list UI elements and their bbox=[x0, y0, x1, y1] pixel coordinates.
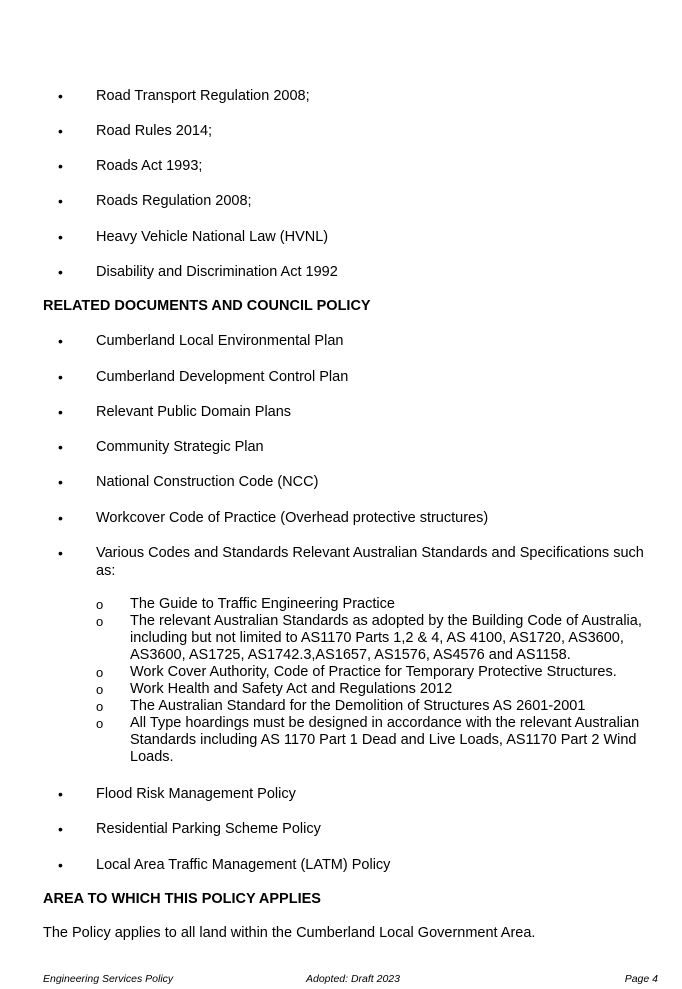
list-item bbox=[43, 438, 656, 456]
sublist-item-text: All Type hoardings must be designed in accordance with the relevant Australian Standards including AS 1170 Part 1 Dead and Live Loads, AS1170 Part 2 Wind Loads. bbox=[130, 715, 640, 765]
list-item bbox=[43, 403, 656, 421]
list-item bbox=[43, 87, 656, 105]
list-item-text: Roads Act 1993; bbox=[96, 158, 203, 174]
list-item-text: Local Area Traffic Management (LATM) Policy bbox=[96, 857, 391, 873]
bullet-marker: • bbox=[58, 193, 63, 209]
sublist-item bbox=[0, 698, 670, 715]
section-heading-related-documents: RELATED DOCUMENTS AND COUNCIL POLICY bbox=[43, 298, 371, 314]
list-item bbox=[43, 473, 656, 491]
bullet-marker: • bbox=[58, 158, 63, 174]
sub-bullet-marker: o bbox=[96, 665, 104, 680]
list-item bbox=[43, 157, 656, 175]
footer-page-number: Page 4 bbox=[624, 973, 658, 985]
list-item-text: Disability and Discrimination Act 1992 bbox=[96, 264, 338, 280]
footer-left: Engineering Services Policy bbox=[43, 973, 174, 985]
bullet-marker: • bbox=[58, 404, 63, 420]
list-item bbox=[43, 368, 656, 386]
list-item bbox=[43, 332, 656, 350]
list-item-text: Heavy Vehicle National Law (HVNL) bbox=[96, 229, 329, 245]
sublist-item bbox=[0, 715, 670, 766]
list-item bbox=[43, 785, 656, 803]
bullet-marker: • bbox=[58, 821, 63, 837]
footer-center: Adopted: Draft 2023 bbox=[306, 973, 400, 985]
sub-bullet-marker: o bbox=[96, 614, 104, 629]
list-item-text: Roads Regulation 2008; bbox=[96, 193, 252, 209]
list-item bbox=[43, 122, 656, 140]
list-item-text: Residential Parking Scheme Policy bbox=[96, 821, 321, 837]
list-item-text: Road Transport Regulation 2008; bbox=[96, 88, 310, 104]
list-item bbox=[43, 263, 656, 281]
list-item-text: Various Codes and Standards Relevant Australian Standards and Specifications such as: bbox=[96, 545, 644, 579]
bullet-marker: • bbox=[58, 474, 63, 490]
bullet-marker: • bbox=[58, 510, 63, 526]
list-item-text: Flood Risk Management Policy bbox=[96, 786, 296, 802]
bullet-marker: • bbox=[58, 123, 63, 139]
sublist-item bbox=[0, 596, 670, 613]
list-item bbox=[43, 192, 656, 210]
list-item bbox=[43, 228, 656, 246]
bullet-marker: • bbox=[58, 439, 63, 455]
sublist-item-text: The Australian Standard for the Demolition of Structures AS 2601-2001 bbox=[130, 698, 586, 714]
list-item bbox=[43, 856, 656, 874]
sub-bullet-marker: o bbox=[96, 597, 104, 612]
sublist-item-text: Work Health and Safety Act and Regulations 2012 bbox=[130, 681, 453, 697]
sub-bullet-marker: o bbox=[96, 682, 104, 697]
list-item-text: Road Rules 2014; bbox=[96, 123, 213, 139]
sublist-item bbox=[0, 681, 670, 698]
sub-bullet-marker: o bbox=[96, 716, 104, 731]
sublist-item-text: The relevant Australian Standards as adopted by the Building Code of Australia, including but not limited to AS1170 Parts 1,2 & 4, AS 4100, AS1720, AS3600, AS3600, AS1725, AS1742.3,AS1657, AS1576, AS4576 and AS1158. bbox=[130, 613, 642, 663]
sublist-item-text: The Guide to Traffic Engineering Practice bbox=[130, 596, 395, 612]
sublist-item bbox=[0, 613, 670, 664]
sub-bullet-marker: o bbox=[96, 699, 104, 714]
bullet-marker: • bbox=[58, 786, 63, 802]
list-item bbox=[43, 820, 656, 838]
area-paragraph: The Policy applies to all land within the Cumberland Local Government Area. bbox=[43, 925, 536, 941]
section-heading-area: AREA TO WHICH THIS POLICY APPLIES bbox=[43, 891, 321, 907]
sublist-item-text: Work Cover Authority, Code of Practice for Temporary Protective Structures. bbox=[130, 664, 617, 680]
bullet-marker: • bbox=[58, 545, 63, 561]
bullet-marker: • bbox=[58, 264, 63, 280]
bullet-marker: • bbox=[58, 333, 63, 349]
bullet-marker: • bbox=[58, 229, 63, 245]
list-item-text: Cumberland Development Control Plan bbox=[96, 369, 349, 385]
bullet-marker: • bbox=[58, 369, 63, 385]
list-item-text: National Construction Code (NCC) bbox=[96, 474, 319, 490]
bullet-marker: • bbox=[58, 88, 63, 104]
list-item bbox=[43, 509, 656, 527]
list-item-text: Relevant Public Domain Plans bbox=[96, 404, 292, 420]
sublist-item bbox=[0, 664, 670, 681]
list-item bbox=[43, 544, 666, 580]
bullet-marker: • bbox=[58, 857, 63, 873]
list-item-text: Cumberland Local Environmental Plan bbox=[96, 333, 344, 349]
list-item-text: Community Strategic Plan bbox=[96, 439, 264, 455]
list-item-text: Workcover Code of Practice (Overhead protective structures) bbox=[96, 510, 489, 526]
